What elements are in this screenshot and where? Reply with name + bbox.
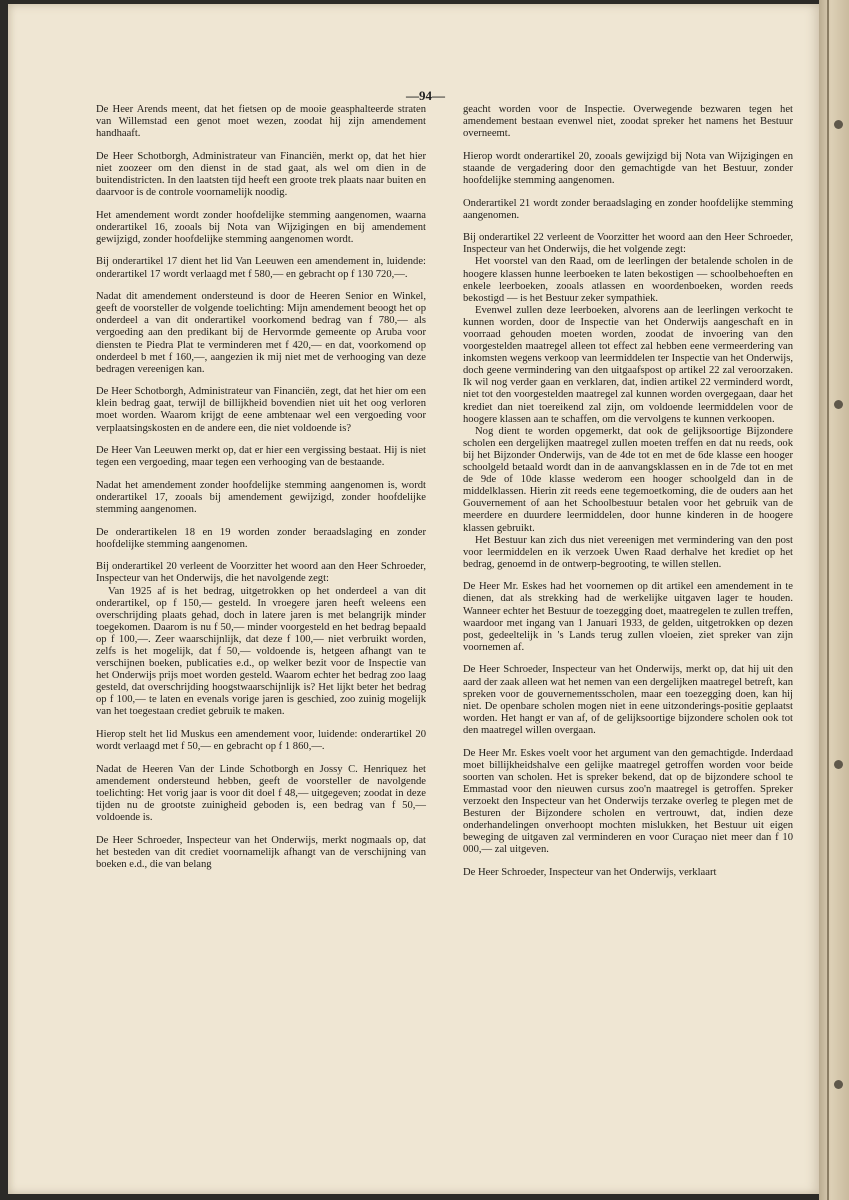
paragraph: De Heer Mr. Eskes had het voornemen op dit artikel een amendement in te dienen, dat als strekking had de werkelijke uitgaven lager te houden. Wanneer echter het Bestuur de toezegging doet, maatregelen te zullen treffen, waardoor met ingang van 1 Januari 1933, de gelden, uitgetrokken op dezen post, gedeeltelijk in 's Lands terug zullen vloeien, ziet spreker van zijn voornemen af.	[463, 581, 793, 653]
paragraph: Bij onderartikel 22 verleent de Voorzitter het woord aan den Heer Schroeder, Inspecteur van het Onderwijs, die het volgende zegt:	[463, 232, 793, 256]
paragraph: Het voorstel van den Raad, om de leerlingen der betalende scholen in de hoogere klassen hunne leerboeken te laten bekostigen — schoolbehoeften en enkele leerboeken, zooals atlassen en woordenboeken, worden reeds bekostigd — is het Bestuur zeker sympathiek.	[463, 256, 793, 304]
paragraph: De Heer Mr. Eskes voelt voor het argument van den gemachtigde. Inderdaad moet billijkheidshalve een gelijke maatregel getroffen worden voor beide soorten van scholen. Het is spreker bekend, dat op de bijzondere school te Emmastad voor den nieuwen cursus zoo'n maatregel is getroffen. Spreker verzoekt den Inspecteur van het Onderwijs terzake overleg te plegen met de Besturen der Bijzondere scholen en vertrouwt, dat, indien deze onderhandelingen onverhoopt mochten mislukken, het Bestuur uit eigen beweging de uitgaven zal verminderen en voor Curaçao niet meer dan f 10 000,— zal uitgeven.	[463, 747, 793, 856]
paragraph: Het Bestuur kan zich dus niet vereenigen met vermindering van den post voor leermiddelen en ik verzoek Uwen Raad derhalve het krediet op het bedrag, genoemd in de ontwerp-begrooting, te willen stellen.	[463, 534, 793, 570]
binding-hole	[834, 400, 843, 409]
left-column	[96, 104, 426, 871]
paragraph: De Heer Arends meent, dat het fietsen op de mooie geasphalteerde straten van Willemstad een genot moet wezen, zoodat hij zijn amendement handhaaft.	[96, 104, 426, 140]
paragraph: De onderartikelen 18 en 19 worden zonder beraadslaging en zonder hoofdelijke stemming aangenomen.	[96, 526, 426, 550]
paragraph: Bij onderartikel 20 verleent de Voorzitter het woord aan den Heer Schroeder, Inspecteur van het Onderwijs, die het navolgende zegt:	[96, 561, 426, 585]
paragraph: De Heer Van Leeuwen merkt op, dat er hier een vergissing bestaat. Hij is niet tegen een vergoeding, maar tegen een verhooging van de bestaande.	[96, 445, 426, 469]
paragraph: Hierop wordt onderartikel 20, zooals gewijzigd bij Nota van Wijzigingen en staande de vergadering door den gemachtigde van het Bestuur, zonder hoofdelijke stemming aangenomen.	[463, 150, 793, 186]
paragraph: De Heer Schroeder, Inspecteur van het Onderwijs, merkt op, dat hij uit den aard der zaak alleen wat het nemen van een dergelijken maatregel betreft, kan spreken voor de gouvernementsscholen, maar een toezegging doen, kan hij niet. De openbare scholen mogen niet in eene uitzonderings-positie geplaatst worden. Het hangt er van af, of de gelijksoortige bijzondere scholen ook tot den maatregel willen overgaan.	[463, 664, 793, 736]
paragraph: geacht worden voor de Inspectie. Overwegende bezwaren tegen het amendement bestaan evenwel niet, zoodat spreker het namens het Bestuur overneemt.	[463, 104, 793, 140]
paragraph: De Heer Schotborgh, Administrateur van Financiën, merkt op, dat het hier niet zoozeer om den dienst in de stad gaat, als wel om dien in de buitendistricten. In den laatsten tijd heeft een groote trek plaats naar buiten en daarvoor is de controle voornamelijk noodig.	[96, 150, 426, 199]
binding-hole	[834, 120, 843, 129]
paragraph: Nadat de Heeren Van der Linde Schotborgh en Jossy C. Henriquez het amendement ondersteund hebben, geeft de voorsteller de navolgende toelichting: Het vorig jaar is voor dit doel f 48,— uitgegeven; zoodat in deze tijden nu de grootste zuinigheid geboden is, een bedrag van f 50,— voldoende is.	[96, 763, 426, 824]
binding-hole	[834, 1080, 843, 1089]
paragraph: Van 1925 af is het bedrag, uitgetrokken op het onderdeel a van dit onderartikel, op f 150,— gesteld. In vroegere jaren heeft weleens een overschrijding plaats gehad, doch in latere jaren is met belangrijk minder toegekomen. Daarom is nu f 50,— minder voorgesteld en het bedrag bepaald op f 100,—. Zeer waarschijnlijk, dat deze f 100,— niet verbruikt worden, zelfs is het mogelijk, dat f 50,— voldoende is, hetgeen afhangt van te verschijnen boeken, publicaties e.d., op welker bezit voor de Inspectie van het Onderwijs prijs moet worden gesteld. Waarom echter het bedrag zoo laag gesteld, dat overschrijding hoogstwaarschijnlijk is? Het lijkt beter het bedrag op f 100,— te laten en evenals vorige jaren is geschied, zoo zuinig mogelijk van het toegestaan crediet gebruik te maken.	[96, 585, 426, 718]
paragraph: De Heer Schroeder, Inspecteur van het Onderwijs, merkt nogmaals op, dat het besteden van dit crediet voornamelijk afhangt van de verschijning van boeken e.d., die van belang	[96, 834, 426, 870]
paragraph: Bij onderartikel 17 dient het lid Van Leeuwen een amendement in, luidende: onderartikel 17 wordt verlaagd met f 580,— en gebracht op f 130 720,—.	[96, 256, 426, 280]
paragraph: Nadat dit amendement ondersteund is door de Heeren Senior en Winkel, geeft de voorsteller de volgende toelichting: Mijn amendement beoogt het op onderdeel a van dit onderartikel voorkomend bedrag van f 780,— als vergoeding aan den predikant bij de Hervormde gemeente op Aruba voor diensten te Piedra Plat te verminderen met f 420,— en dat, voorkomend op onderdeel b met f 160,—, aangezien ik mij niet met de verhooging van deze bedragen vereenigen kan.	[96, 291, 426, 375]
paragraph: Hierop stelt het lid Muskus een amendement voor, luidende: onderartikel 20 wordt verlaagd met f 50,— en gebracht op f 1 860,—.	[96, 729, 426, 753]
document-page	[8, 4, 819, 1194]
binding-hole	[834, 760, 843, 769]
right-column	[463, 104, 793, 879]
paragraph: De Heer Schroeder, Inspecteur van het Onderwijs, verklaart	[463, 866, 717, 878]
paragraph: Het amendement wordt zonder hoofdelijke stemming aangenomen, waarna onderartikel 16, zooals bij Nota van Wijzigingen en bij amendement gewijzigd, zonder hoofdelijke stemming aangenomen wordt.	[96, 209, 426, 245]
paragraph: Nog dient te worden opgemerkt, dat ook de gelijksoortige Bijzondere scholen een dergelijken maatregel zullen moeten treffen en dat nu reeds, ook bij het Bijzonder Onderwijs, van de 4de tot en met de 6de klasse een hooger schoolgeld betaald wordt dan in de aanvangsklassen en in de 7de tot en met de 9de of 10de klasse wederom een hooger schoolgeld dan in de middelklassen. Hierin zit reeds eene tegemoetkoming, die de ouders aan het Gouvernement of aan het Schoolbestuur betalen voor het gebruik van de meerdere en duurdere leermiddelen, door hunne kinderen in de hoogere klassen gebruikt.	[463, 425, 793, 534]
paragraph: Nadat het amendement zonder hoofdelijke stemming aangenomen is, wordt onderartikel 17, zooals bij amendement gewijzigd, zonder hoofdelijke stemming aangenomen.	[96, 479, 426, 516]
paragraph: De Heer Schotborgh, Administrateur van Financiën, zegt, dat het hier om een klein bedrag gaat, terwijl de billijkheid bovendien niet uit het oog verloren moet worden. Waarom krijgt de eene ambtenaar wel een vergoeding voor verplaatsingskosten en de andere een, die niet voldoende is?	[96, 386, 426, 434]
paragraph: Onderartikel 21 wordt zonder beraadslaging en zonder hoofdelijke stemming aangenomen.	[463, 197, 793, 221]
binding-edge	[819, 0, 849, 1200]
page-number: —94—	[406, 88, 445, 103]
paragraph: Evenwel zullen deze leerboeken, alvorens aan de leerlingen verkocht te kunnen worden, door de Inspectie van het Onderwijs aangeschaft en in voorraad gehouden moeten worden, zoodat de invoering van den voorgestelden maatregel alleen tot effect zal hebben eene vermeerdering van inkomsten wegens verkoop van leermiddelen ter Inspectie van het Onderwijs, doch geene vermindering van den uitgaafspost op artikel 22 zal veroorzaken. Ik wil nog verder gaan en verklaren, dat, indien artikel 22 verminderd wordt, niet tot den voorgestelden maatregel zal kunnen worden overgegaan, daar het krediet dan niet toereikend zal zijn, om voldoende leermiddelen voor de hoogere klassen aan te schaffen, om die vervolgens te kunnen verkoopen.	[463, 304, 793, 425]
